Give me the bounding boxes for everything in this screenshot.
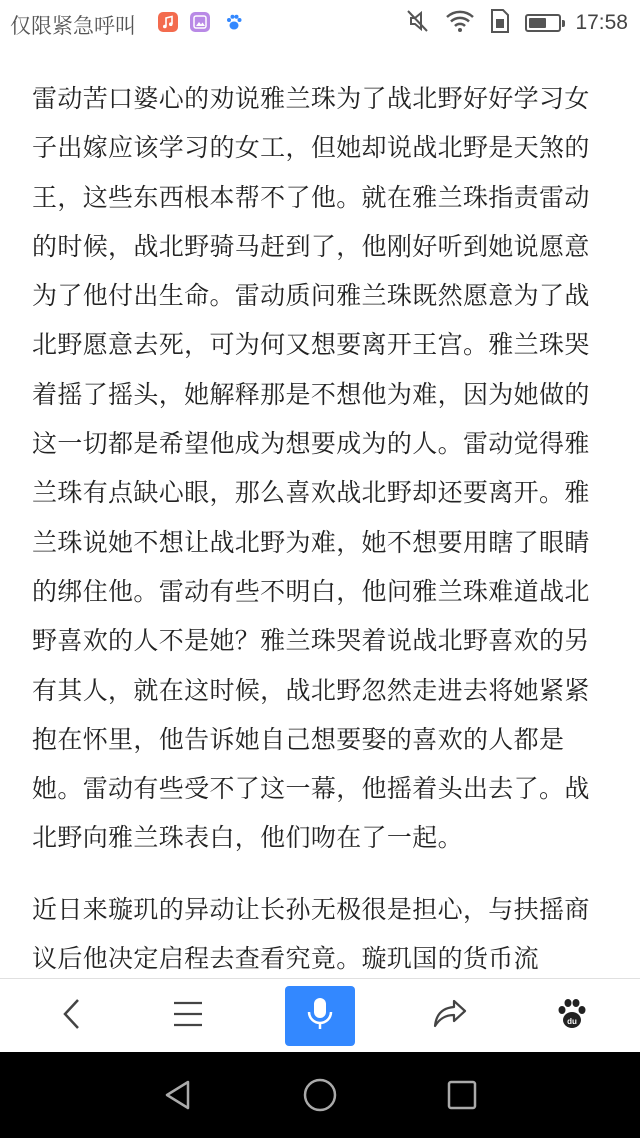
baidu-paw-icon bbox=[554, 996, 590, 1036]
carrier-text: 仅限紧急呼叫 bbox=[10, 14, 136, 38]
wifi-icon bbox=[445, 9, 475, 37]
status-bar bbox=[0, 0, 640, 46]
baidu-home-button[interactable] bbox=[532, 979, 612, 1053]
menu-button[interactable] bbox=[148, 979, 228, 1053]
nav-home-icon bbox=[302, 1077, 338, 1117]
nav-back-button[interactable] bbox=[153, 1072, 203, 1122]
system-navigation-bar bbox=[0, 1052, 640, 1138]
gallery-app-icon bbox=[190, 12, 210, 32]
clock-time: 17:58 bbox=[575, 11, 628, 34]
music-app-icon bbox=[158, 12, 178, 32]
article-paragraph: 雷动苦口婆心的劝说雅兰珠为了战北野好好学习女子出嫁应该学习的女工，但她却说战北野是天煞的王，这些东西根本帮不了他。就在雅兰珠指责雷动的时候，战北野骑马赶到了，他刚好听到她说愿意为了他付出生命。雷动质问雅兰珠既然愿意为了战北野愿意去死，可为何又想要离开王宫。雅兰珠哭着摇了摇头，她解释那是不想他为难，因为她做的这一切都是希望他成为想要成为的人。雷动觉得雅兰珠有点缺心眼，那么喜欢战北野却还要离开。雅兰珠说她不想让战北野为难，她不想要用瞎了眼睛的绑住他。雷动有些不明白，他问雅兰珠难道战北野喜欢的人不是她？雅兰珠哭着说战北野喜欢的另有其人，就在这时候，战北野忽然走进去将她紧紧抱在怀里，他告诉她自己想要娶的喜欢的人都是她。雷动有些受不了这一幕，他摇着头出去了。战北野向雅兰珠表白，他们吻在了一起。 bbox=[32, 84, 590, 853]
back-icon bbox=[60, 996, 84, 1036]
nav-back-icon bbox=[161, 1078, 195, 1116]
nav-home-button[interactable] bbox=[295, 1072, 345, 1122]
nav-recents-icon bbox=[446, 1079, 478, 1115]
menu-icon bbox=[172, 1000, 204, 1032]
battery-icon bbox=[525, 14, 561, 32]
nav-recents-button[interactable] bbox=[437, 1072, 487, 1122]
svg-text:du: du bbox=[567, 1017, 577, 1026]
mute-icon bbox=[405, 8, 431, 38]
microphone-icon bbox=[306, 996, 334, 1036]
article-body bbox=[32, 74, 608, 1005]
sim-card-icon bbox=[489, 8, 511, 38]
share-button[interactable] bbox=[410, 979, 490, 1053]
back-button[interactable] bbox=[32, 979, 112, 1053]
article-paragraph: 近日来璇玑的异动让长孙无极很是担心，与扶摇商议后他决定启程去查看究竟。璇玑国的货币流 bbox=[32, 894, 590, 974]
share-icon bbox=[432, 998, 468, 1034]
voice-search-button[interactable] bbox=[285, 986, 355, 1046]
bottom-toolbar bbox=[0, 978, 640, 1053]
baidu-app-icon bbox=[224, 12, 244, 32]
